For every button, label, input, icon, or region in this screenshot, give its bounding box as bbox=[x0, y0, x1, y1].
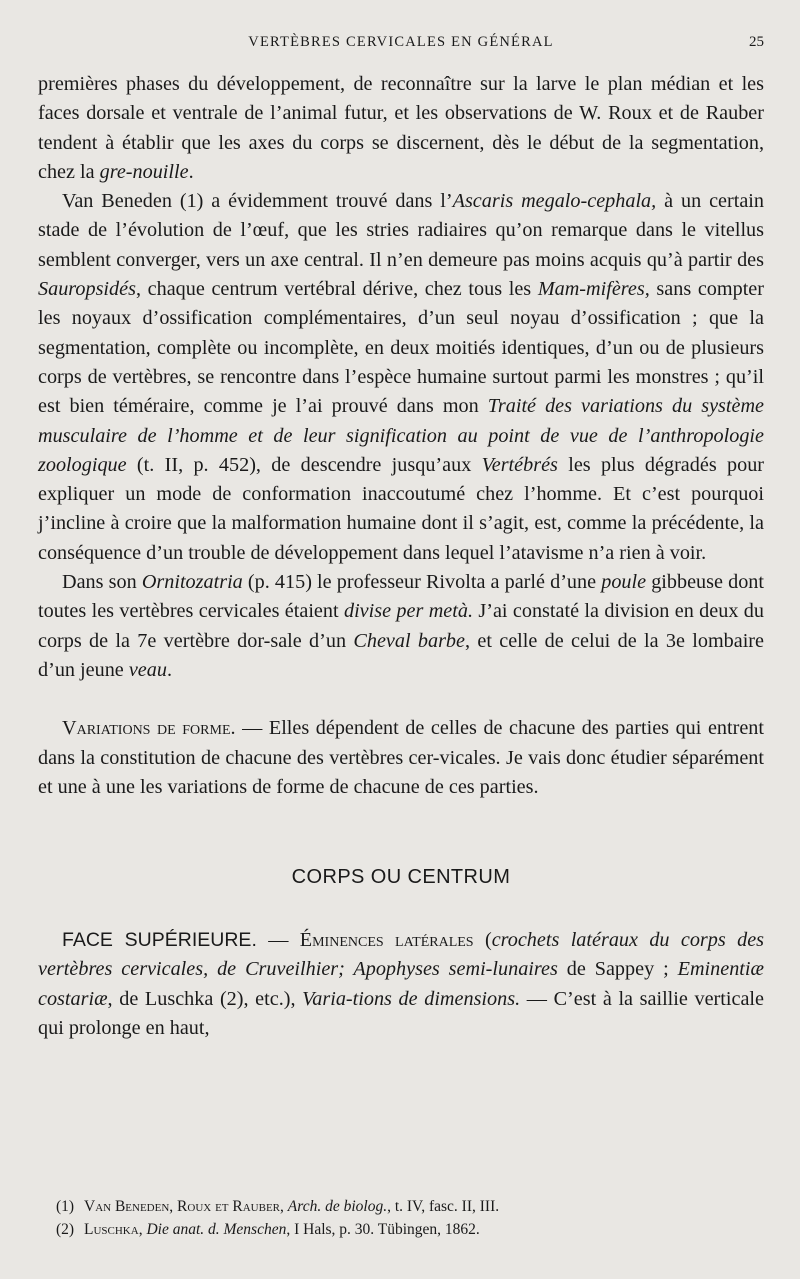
italic-term: Eminentiæ costariæ bbox=[38, 958, 764, 1010]
italic-term: crochets latéraux du corps des vertèbres cervicales, de Cruveilhier; Apophyses semi-lunaires bbox=[38, 929, 765, 981]
text-run: — bbox=[256, 929, 300, 952]
text-run: . bbox=[166, 658, 172, 681]
text-run: , t. IV, fasc. II, III. bbox=[387, 1198, 500, 1215]
paragraph-rivolta bbox=[38, 568, 764, 685]
text-run: premières phases du développement, de reconnaître sur la larve le plan médian et les faces dorsale et ventrale de l’animal futur, et les observations de W. Roux et de Rauber tendent à établir que les axes du corps se discernent, dès le début de la segmentation, chez la bbox=[38, 73, 764, 183]
footnote-authors: Luschka, bbox=[84, 1221, 143, 1238]
italic-term: Varia-tions de dimensions. bbox=[302, 987, 521, 1010]
italic-term: Sauropsidés bbox=[38, 278, 136, 301]
text-run: , chaque centrum vertébral dérive, chez tous les bbox=[135, 278, 538, 301]
text-run: J’ai constaté la division en deux du corps de la 7e vertèbre dor-sale d’un bbox=[38, 600, 764, 652]
text-run: , de Luschka (2), etc.), bbox=[107, 987, 303, 1010]
body-text bbox=[38, 70, 764, 1043]
footnote-number: (1) bbox=[56, 1198, 75, 1215]
italic-term: Mam-mifères, bbox=[537, 278, 650, 301]
text-run: — C’est à la saillie verticale qui prolonge en haut, bbox=[38, 987, 764, 1040]
text-run: à un certain stade de l’évolution de l’œuf, que les stries radiaires qu’on remarque dans le vitellus semblent converger, vers un axe central. Il n’en demeure pas moins acquis qu’à partir des bbox=[38, 190, 765, 271]
paragraph-variations-de-forme bbox=[38, 714, 764, 802]
footnote-2 bbox=[56, 1218, 756, 1241]
text-run: de Sappey ; bbox=[557, 958, 678, 981]
italic-term: divise per metà. bbox=[343, 600, 473, 623]
paragraph-continuation bbox=[38, 70, 764, 187]
footnote-authors: Van Beneden, Roux et Rauber, bbox=[84, 1198, 284, 1215]
footnote-journal: Arch. de biolog. bbox=[287, 1198, 388, 1215]
text-run: Van Beneden (1) a évidemment trouvé dans l’ bbox=[62, 190, 453, 213]
small-caps-lead: Variations de forme. bbox=[62, 717, 236, 740]
text-run: — Elles dépendent de celles de chacune des parties qui entrent dans la constitution de chacune des vertèbres cer-vicales. Je vais donc étudier séparément et une à une les variations de forme de chacune de ces parties. bbox=[38, 717, 764, 798]
italic-term: gre-nouille bbox=[99, 160, 189, 183]
text-run: les plus dégradés pour expliquer un mode de conformation inaccoutumé chez l’homme. Et c’est pourquoi j’incline à croire que la malformation humaine dont il s’agit, est, comme la précédente, la conséquence d’un trouble de développement dans lequel l’atavisme n’a rien à voir. bbox=[38, 453, 765, 564]
text-run: gibbeuse dont toutes les vertèbres cervicales étaient bbox=[38, 571, 764, 623]
italic-term: veau bbox=[128, 658, 167, 681]
running-title: VERTÈBRES CERVICALES EN GÉNÉRAL bbox=[248, 34, 554, 50]
text-run: , et celle de celui de la 3e lombaire d’un jeune bbox=[38, 629, 764, 681]
paragraph-van-beneden bbox=[38, 187, 764, 568]
italic-term: Vertébrés bbox=[481, 453, 558, 476]
text-run: Dans son bbox=[62, 571, 142, 594]
page-number: 25 bbox=[749, 34, 764, 50]
footnote-1 bbox=[56, 1195, 756, 1218]
subsection-heading: FACE SUPÉRIEURE. bbox=[62, 929, 257, 952]
footnote-number: (2) bbox=[56, 1221, 75, 1238]
text-run: , I Hals, p. 30. Tübingen, 1862. bbox=[286, 1221, 480, 1238]
section-heading: CORPS OU CENTRUM bbox=[291, 866, 511, 889]
small-caps-term: Éminences latérales bbox=[299, 929, 474, 952]
italic-book-title: Traité des variations du système musculaire de l’homme et de leur signification au point de vue de l’anthropologie zoologique bbox=[38, 395, 764, 476]
footnotes bbox=[56, 1195, 756, 1241]
page-header bbox=[38, 30, 764, 58]
text-run: sans compter les noyaux d’ossification complémentaires, d’un seul noyau d’ossification ; que la segmentation, complète ou incomplète, en deux moitiés identiques, d’un ou de plusieurs corps de vertèbres, se rencontre dans l’espèce humaine surtout parmi les monstres ; qu’il est bien téméraire, comme je l’ai prouvé dans mon bbox=[38, 278, 764, 418]
italic-book-title: Ornitozatria bbox=[141, 571, 243, 594]
paragraph-face-superieure bbox=[38, 926, 764, 1043]
italic-term: poule bbox=[601, 571, 647, 594]
text-run: ( bbox=[473, 929, 492, 952]
text-run: . bbox=[188, 160, 194, 183]
italic-term: Cheval barbe bbox=[353, 629, 465, 652]
footnote-journal: Die anat. d. Menschen bbox=[146, 1221, 287, 1238]
text-run: (t. II, p. 452), de descendre jusqu’aux bbox=[126, 453, 482, 476]
italic-term: Ascaris megalo-cephala, bbox=[452, 190, 657, 213]
text-run: (p. 415) le professeur Rivolta a parlé d’une bbox=[242, 571, 602, 594]
